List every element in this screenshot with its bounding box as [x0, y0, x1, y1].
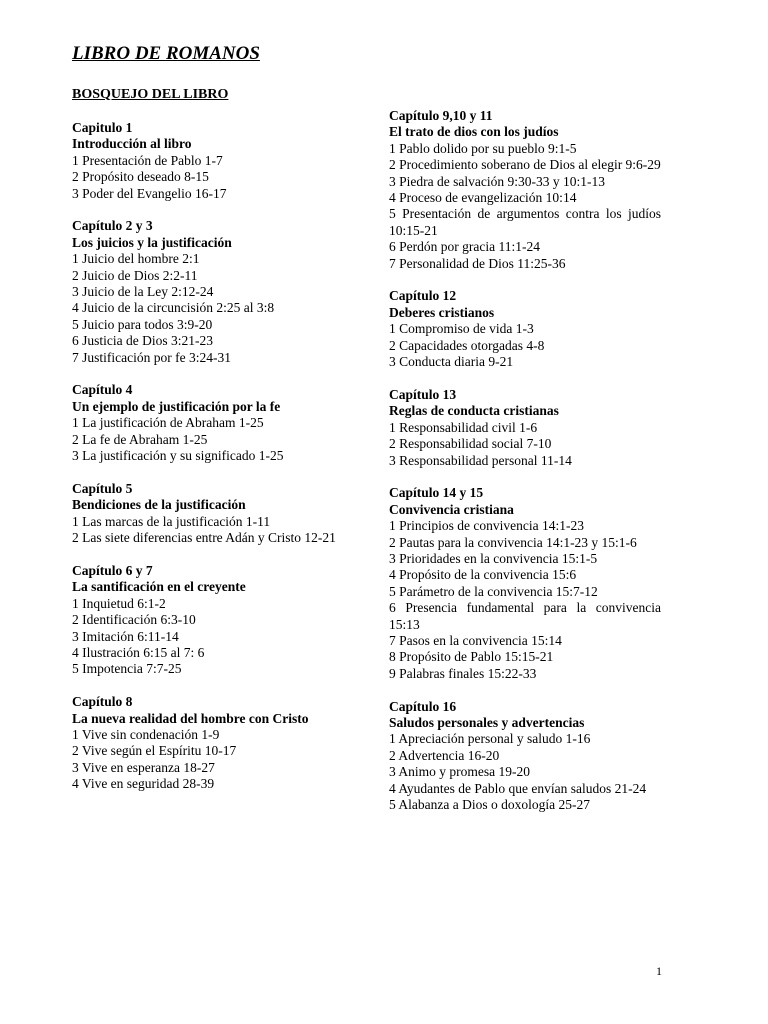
chapter-heading: Capítulo 12 — [389, 288, 457, 304]
outline-item: 1 Responsabilidad civil 1-6 — [389, 419, 538, 435]
outline-item: 5 Presentación de argumentos contra los judíos 10:15-21 — [389, 206, 661, 238]
outline-item: 2 Capacidades otorgadas 4-8 — [389, 337, 545, 353]
chapter-topic: Deberes cristianos — [389, 304, 495, 320]
outline-item: 9 Palabras finales 15:22-33 — [389, 665, 537, 681]
chapter-block — [72, 120, 347, 202]
outline-item: 7 Justificación por fe 3:24-31 — [72, 349, 231, 365]
outline-item: 1 Las marcas de la justificación 1-11 — [72, 513, 271, 529]
chapter-topic: El trato de dios con los judíos — [389, 124, 559, 140]
chapter-heading: Capítulo 6 y 7 — [72, 562, 153, 578]
outline-item: 1 Principios de convivencia 14:1-23 — [389, 518, 584, 534]
chapter-block — [389, 485, 661, 682]
chapter-heading: Capítulo 13 — [389, 386, 457, 402]
outline-item: 3 Responsabilidad personal 11-14 — [389, 452, 572, 468]
outline-item: 2 La fe de Abraham 1-25 — [72, 431, 208, 447]
chapter-topic: La nueva realidad del hombre con Cristo — [72, 710, 309, 726]
chapter-topic: Saludos personales y advertencias — [389, 714, 585, 730]
outline-item: 2 Responsabilidad social 7-10 — [389, 436, 552, 452]
chapter-block — [72, 481, 347, 547]
outline-item: 1 Inquietud 6:1-2 — [72, 595, 166, 611]
chapter-topic: Convivencia cristiana — [389, 501, 514, 517]
outline-item: 2 Vive según el Espíritu 10-17 — [72, 743, 237, 759]
chapter-topic: La santificación en el creyente — [72, 579, 246, 595]
outline-item: 2 Identificación 6:3-10 — [72, 612, 196, 628]
chapter-heading: Capítulo 8 — [72, 694, 133, 710]
chapter-heading: Capítulo 9,10 y 11 — [389, 108, 493, 123]
outline-item: 3 Poder del Evangelio 16-17 — [72, 185, 227, 201]
outline-item: 4 Juicio de la circuncisión 2:25 al 3:8 — [72, 300, 275, 316]
outline-item: 1 Juicio del hombre 2:1 — [72, 251, 200, 267]
outline-item: 1 La justificación de Abraham 1-25 — [72, 415, 264, 431]
chapter-block — [72, 382, 347, 464]
outline-item: 2 Juicio de Dios 2:2-11 — [72, 267, 198, 283]
outline-item: 3 Imitación 6:11-14 — [72, 628, 179, 644]
outline-item: 3 Piedra de salvación 9:30-33 y 10:1-13 — [389, 173, 605, 189]
outline-item: 2 Procedimiento soberano de Dios al elegir 9:6-29 — [389, 157, 661, 173]
chapter-topic: Un ejemplo de justificación por la fe — [72, 398, 281, 414]
outline-item: 3 Prioridades en la convivencia 15:1-5 — [389, 550, 598, 566]
outline-item: 4 Propósito de la convivencia 15:6 — [389, 567, 577, 583]
document-title: LIBRO DE ROMANOS — [72, 43, 260, 64]
outline-item: 1 Apreciación personal y saludo 1-16 — [389, 731, 591, 747]
chapter-block — [389, 387, 661, 469]
chapter-heading: Capitulo 1 — [72, 120, 133, 135]
left-column — [72, 120, 347, 809]
outline-item: 3 Conducta diaria 9-21 — [389, 354, 514, 370]
outline-item: 2 Las siete diferencias entre Adán y Cristo 12-21 — [72, 530, 336, 546]
outline-item: 6 Presencia fundamental para la convivencia 15:13 — [389, 600, 661, 632]
chapter-block — [389, 288, 661, 370]
chapter-heading: Capítulo 14 y 15 — [389, 485, 484, 501]
outline-item: 2 Propósito deseado 8-15 — [72, 169, 209, 185]
outline-item: 4 Ayudantes de Pablo que envían saludos 21-24 — [389, 780, 647, 796]
outline-item: 3 Vive en esperanza 18-27 — [72, 759, 215, 775]
chapter-heading: Capítulo 4 — [72, 382, 133, 398]
outline-item: 5 Juicio para todos 3:9-20 — [72, 316, 213, 332]
outline-item: 3 Juicio de la Ley 2:12-24 — [72, 284, 214, 300]
chapter-block — [72, 218, 347, 366]
chapter-block — [72, 694, 347, 792]
chapter-block — [72, 563, 347, 678]
outline-item: 5 Impotencia 7:7-25 — [72, 661, 182, 677]
chapter-topic: Introducción al libro — [72, 136, 192, 152]
outline-subtitle: BOSQUEJO DEL LIBRO — [72, 87, 229, 102]
outline-item: 4 Proceso de evangelización 10:14 — [389, 190, 577, 206]
outline-item: 4 Vive en seguridad 28-39 — [72, 776, 215, 792]
outline-item: 5 Parámetro de la convivencia 15:7-12 — [389, 583, 598, 599]
outline-item: 6 Justicia de Dios 3:21-23 — [72, 333, 213, 349]
outline-item: 6 Perdón por gracia 11:1-24 — [389, 239, 540, 255]
chapter-topic: Los juicios y la justificación — [72, 234, 232, 250]
outline-item: 7 Personalidad de Dios 11:25-36 — [389, 255, 566, 271]
chapter-block — [389, 699, 661, 814]
right-column — [389, 108, 661, 830]
chapter-heading: Capítulo 5 — [72, 480, 133, 496]
outline-item: 4 Ilustración 6:15 al 7: 6 — [72, 644, 205, 660]
chapter-block — [389, 108, 661, 272]
chapter-heading: Capítulo 16 — [389, 698, 457, 714]
outline-item: 1 Compromiso de vida 1-3 — [389, 321, 534, 337]
outline-item: 2 Pautas para la convivencia 14:1-23 y 15:1-6 — [389, 534, 637, 550]
outline-item: 7 Pasos en la convivencia 15:14 — [389, 632, 562, 648]
outline-item: 3 Animo y promesa 19-20 — [389, 764, 530, 780]
outline-item: 5 Alabanza a Dios o doxología 25-27 — [389, 797, 590, 812]
outline-item: 8 Propósito de Pablo 15:15-21 — [389, 649, 554, 665]
outline-item: 1 Presentación de Pablo 1-7 — [72, 152, 223, 168]
outline-item: 1 Pablo dolido por su pueblo 9:1-5 — [389, 140, 577, 156]
outline-item: 2 Advertencia 16-20 — [389, 747, 500, 763]
chapter-heading: Capítulo 2 y 3 — [72, 218, 153, 234]
page-number: 1 — [656, 964, 662, 978]
chapter-topic: Bendiciones de la justificación — [72, 497, 246, 513]
outline-item: 1 Vive sin condenación 1-9 — [72, 726, 220, 742]
outline-item: 3 La justificación y su significado 1-25 — [72, 448, 284, 464]
chapter-topic: Reglas de conducta cristianas — [389, 403, 559, 419]
